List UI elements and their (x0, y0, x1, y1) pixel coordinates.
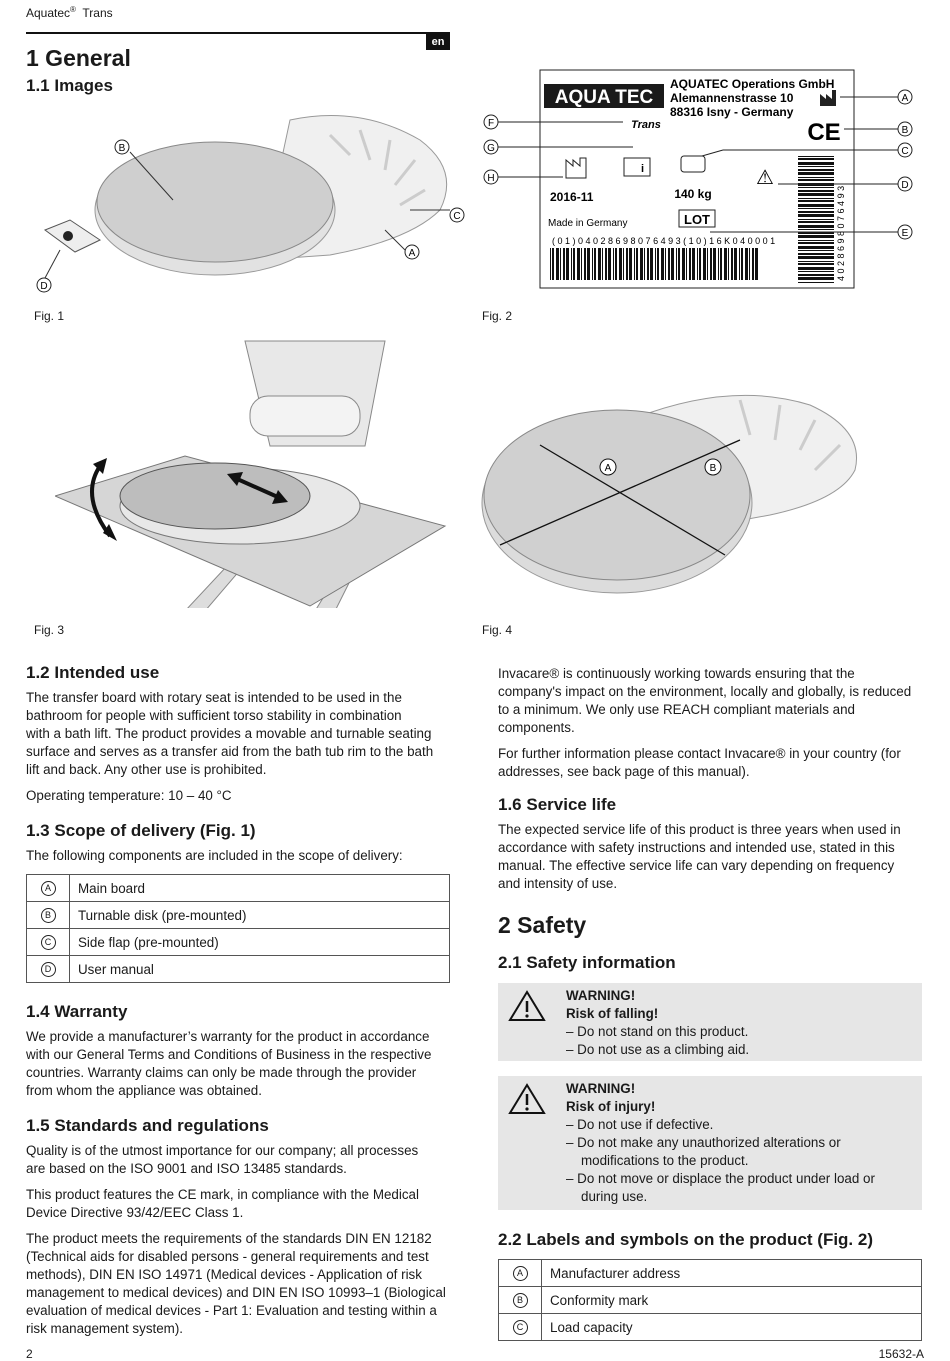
running-header: Aquatec® Trans (26, 5, 113, 20)
svg-text:C: C (901, 146, 909, 157)
barcode-bar (728, 248, 729, 280)
barcode-bar (713, 248, 716, 280)
label-barcode-text: ( 0 1 ) 0 4 0 2 8 6 9 8 0 7 6 4 9 3 ( 1 0 ) 1 6 K 0 4 0 0 0 1 (552, 236, 776, 246)
operating-temperature: Operating temperature: 10 – 40 °C (26, 788, 232, 803)
fig-1-caption: Fig. 1 (34, 309, 65, 323)
barcode-bar (798, 162, 834, 165)
barcode-bar (665, 248, 666, 280)
table-row: C Side flap (pre-mounted) (27, 929, 450, 956)
barcode-bar (798, 263, 834, 265)
barcode-bar (798, 190, 834, 192)
barcode-bar (566, 248, 569, 280)
barcode-bar (613, 248, 614, 280)
barcode-bar (629, 248, 632, 280)
slip-hazard-icon: ⚠ (756, 167, 774, 189)
barcode-bar (676, 248, 677, 280)
figure-1 (30, 100, 470, 300)
callout-b: B (118, 143, 126, 154)
section-2-1-title: 2.1 Safety information (498, 953, 676, 972)
barcode-bar (640, 248, 643, 280)
barcode-bar (798, 169, 834, 171)
svg-text:H: H (487, 173, 495, 184)
barcode-bar (682, 248, 685, 280)
barcode-bar (608, 248, 611, 280)
barcode-bar (650, 248, 653, 280)
barcode-bar (798, 177, 834, 178)
barcode-bar (626, 248, 628, 280)
barcode-bar (644, 248, 645, 280)
barcode-bar (592, 248, 593, 280)
section-1-2-title: 1.2 Intended use (26, 663, 160, 682)
delivery-table (26, 874, 450, 983)
barcode-bar (605, 248, 607, 280)
section-1-4-title: 1.4 Warranty (26, 1002, 128, 1021)
barcode-bar (798, 256, 834, 259)
barcode-bar (686, 248, 687, 280)
svg-text:E: E (901, 228, 909, 239)
svg-text:D: D (901, 180, 909, 191)
barcode-bar (798, 219, 834, 220)
barcode-bar (755, 248, 758, 280)
barcode-bar (798, 204, 834, 207)
barcode-bar (798, 198, 834, 199)
standards-text-2: This product features the CE mark, in compliance with the Medical Device Directive 93/42/EEC Class 1. (26, 1187, 419, 1220)
table-row: A Manufacturer address (499, 1260, 922, 1287)
barcode-bar (731, 248, 733, 280)
barcode-bar (798, 235, 834, 238)
callout-a: A (408, 248, 416, 259)
label-street: Alemannenstrasse 10 (670, 91, 794, 105)
barcode-bar (587, 248, 590, 280)
label-lot: LOT (684, 212, 710, 227)
barcode-bar (749, 248, 750, 280)
barcode-bar (798, 267, 834, 270)
label-vertical-code: 4 0 2 8 6 9 8 0 7 6 4 9 3 (836, 185, 846, 281)
barcode-bar (798, 193, 834, 196)
svg-text:F: F (487, 118, 495, 129)
standards-text-1: Quality is of the utmost importance for our company; all processes are based on the ISO 9001 and ISO 13485 standards. (26, 1143, 419, 1176)
table-row: B Turnable disk (pre-mounted) (27, 902, 450, 929)
barcode-bar (798, 253, 834, 255)
barcode-bar (752, 248, 754, 280)
barcode-bar (556, 248, 559, 280)
barcode-bar (594, 248, 596, 280)
barcode-bar (798, 225, 834, 228)
svg-text:A: A (901, 93, 909, 104)
barcode-bar (798, 277, 834, 280)
barcode-bar (798, 261, 834, 262)
barcode-bar (798, 242, 834, 244)
barcode-bar (636, 248, 638, 280)
barcode-bar (668, 248, 670, 280)
barcode-bar (798, 250, 834, 251)
barcode-bar (550, 248, 551, 280)
section-2-title: 2 Safety (498, 912, 587, 938)
barcode-bar (798, 229, 834, 230)
barcode-bar (563, 248, 565, 280)
callout-b: B (709, 463, 717, 474)
warning-icon (508, 989, 546, 1023)
barcode-bar (798, 158, 834, 160)
barcode-bar (634, 248, 635, 280)
contact-text: For further information please contact Invacare® in your country (for addresses, see back page of this manual). (498, 746, 901, 779)
figure-3 (55, 336, 455, 608)
barcode-bar (798, 208, 834, 209)
barcode-bar (798, 214, 834, 217)
barcode-bar (741, 248, 743, 280)
label-model: Trans (631, 119, 661, 131)
warning-falling: WARNING! Risk of falling! – Do not stand on this product. – Do not use as a climbing aid. (498, 983, 922, 1061)
info-glyph: i (641, 163, 645, 175)
table-row: A Main board (27, 875, 450, 902)
barcode-bar (798, 156, 834, 157)
barcode-bar (745, 248, 748, 280)
barcode-bar (739, 248, 740, 280)
barcode-bar (661, 248, 664, 280)
svg-text:G: G (487, 143, 495, 154)
barcode-bar (798, 172, 834, 175)
intended-use-text: The transfer board with rotary seat is intended to be used in the bathroom for people with sufficient torso stability in combination with a bath lift. The product provides a movable and turnable seating surface and serves as a transfer aid from the bath tub rim to the bath lift and back. Any other use is prohibited. (26, 690, 434, 777)
delivery-intro: The following components are included in the scope of delivery: (26, 848, 403, 863)
svg-text:B: B (901, 125, 909, 136)
barcode-bar (798, 274, 834, 276)
warning-icon (508, 1082, 546, 1116)
barcode-bar (647, 248, 649, 280)
barcode-bar (619, 248, 622, 280)
page-number: 2 (26, 1347, 33, 1361)
barcode-bar (798, 179, 834, 181)
standards-text-3: The product meets the requirements of the standards DIN EN 12182 (Technical aids for disabled persons - general requirements and test methods), DIN EN ISO 14971 (Medical devices - Application of risk management to medical devices) and DIN EN ISO 10993–1 (Biological evaluation of medical devices - Part 1: Evaluation and testing within a risk management system). (26, 1231, 446, 1336)
barcode-bar (598, 248, 601, 280)
barcode-bar (678, 248, 680, 280)
language-tab: en (426, 34, 450, 50)
barcode-bar (798, 240, 834, 241)
warning-injury: WARNING! Risk of injury! – Do not use if defective. – Do not make any unauthorized alterations or modifications to the product. – Do not move or displace the product under load or during use. (498, 1076, 922, 1210)
barcode-bar (697, 248, 698, 280)
barcode-bar (707, 248, 708, 280)
environment-text: Invacare® is continuously working towards ensuring that the company's impact on the environment, locally and globally, is reduced to a minimum. We only use REACH compliant materials and components. (498, 666, 912, 735)
fig-3-caption: Fig. 3 (34, 623, 65, 637)
figure-2-label (478, 66, 918, 296)
barcode-bar (602, 248, 603, 280)
section-1-5-title: 1.5 Standards and regulations (26, 1116, 269, 1135)
section-1-1-title: 1.1 Images (26, 76, 113, 95)
barcode-bar (798, 271, 834, 272)
label-brand: AQUA TEC (554, 87, 654, 108)
barcode-bar (581, 248, 582, 280)
document-number: 15632-A (878, 1347, 924, 1361)
barcode-bar (798, 221, 834, 223)
barcode-bar (798, 246, 834, 249)
barcode-bar (615, 248, 617, 280)
barcode-bar (798, 282, 834, 283)
label-made-in: Made in Germany (548, 218, 628, 229)
barcode-bar (798, 166, 834, 167)
label-date: 2016-11 (550, 190, 594, 204)
barcode-bar (718, 248, 719, 280)
barcode-bar (699, 248, 701, 280)
barcode-bar (655, 248, 656, 280)
barcode-bar (689, 248, 691, 280)
barcode-bar (798, 187, 834, 188)
barcode-bar (703, 248, 706, 280)
barcode-bar (657, 248, 659, 280)
barcode-bar (623, 248, 624, 280)
label-load: 140 kg (674, 187, 712, 201)
barcode-bar (734, 248, 737, 280)
fig-4-caption: Fig. 4 (482, 623, 513, 637)
barcode-bar (798, 211, 834, 213)
figure-4 (480, 385, 860, 600)
barcode-bar (692, 248, 695, 280)
table-row: C Load capacity (499, 1314, 922, 1341)
barcode-bar (724, 248, 727, 280)
barcode-bar (560, 248, 561, 280)
table-row: B Conformity mark (499, 1287, 922, 1314)
ce-mark: CE (807, 119, 841, 146)
callout-a: A (604, 463, 612, 474)
barcode-bar (710, 248, 712, 280)
service-life-text: The expected service life of this product is three years when used in accordance with safety instructions and intended use, stated in this manual. The effective service life can vary depending on frequency and intensity of use. (498, 822, 901, 891)
barcode-bar (720, 248, 722, 280)
barcode-bar (571, 248, 572, 280)
callout-c: C (453, 211, 461, 222)
barcode-bar (573, 248, 575, 280)
table-row: D User manual (27, 956, 450, 983)
label-company: AQUATEC Operations GmbH (670, 77, 835, 91)
section-1-3-title: 1.3 Scope of delivery (Fig. 1) (26, 821, 256, 840)
section-2-2-title: 2.2 Labels and symbols on the product (Fig. 2) (498, 1230, 873, 1249)
section-1-6-title: 1.6 Service life (498, 795, 617, 814)
section-1-title: 1 General (26, 45, 131, 71)
barcode-bar (552, 248, 554, 280)
callout-d: D (40, 281, 48, 292)
barcode-bar (671, 248, 674, 280)
fig-2-caption: Fig. 2 (482, 309, 513, 323)
barcode-bar (577, 248, 580, 280)
barcode-bar (584, 248, 586, 280)
header-rule (26, 32, 450, 34)
warranty-text: We provide a manufacturer’s warranty for the product in accordance with our General Terms and Conditions of Business in the respective countries. Warranty claims can only be made through the provider from whom the appliance was obtained. (26, 1029, 432, 1098)
labels-table (498, 1259, 922, 1341)
label-city: 88316 Isny - Germany (670, 105, 794, 119)
barcode-bar (798, 200, 834, 202)
